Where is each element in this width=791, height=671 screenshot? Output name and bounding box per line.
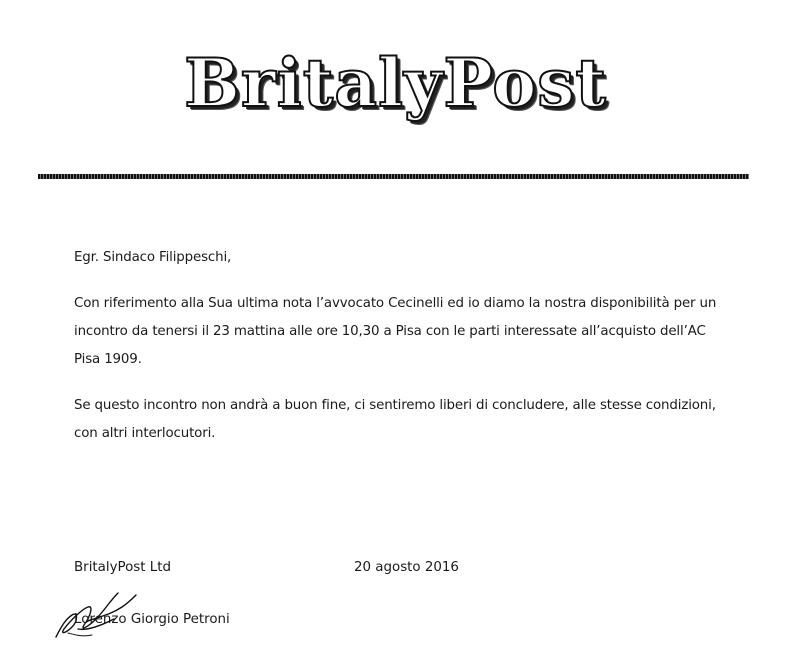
- header-divider: [38, 174, 749, 179]
- letter-date: 20 agosto 2016: [354, 560, 459, 575]
- salutation: Egr. Sindaco Filippeschi,: [74, 250, 232, 265]
- letter-body: [74, 244, 724, 466]
- britalypost-logo: BritalyPost: [184, 44, 607, 122]
- letter-paragraph-1: Con riferimento alla Sua ultima nota l’avvocato Cecinelli ed io diamo la nostra disponibilità per un incontro da tenersi il 23 mattina alle ore 10,30 a Pisa con le parti interessate all’acquisto dell’AC Pisa 1909.: [74, 296, 717, 367]
- company-name: BritalyPost Ltd: [74, 560, 171, 575]
- masthead: [0, 44, 791, 122]
- letter-paragraph-2: Se questo incontro non andrà a buon fine, ci sentiremo liberi di concludere, alle stesse condizioni, con altri interlocutori.: [74, 398, 716, 441]
- signer-name: Lorenzo Giorgio Petroni: [74, 612, 230, 627]
